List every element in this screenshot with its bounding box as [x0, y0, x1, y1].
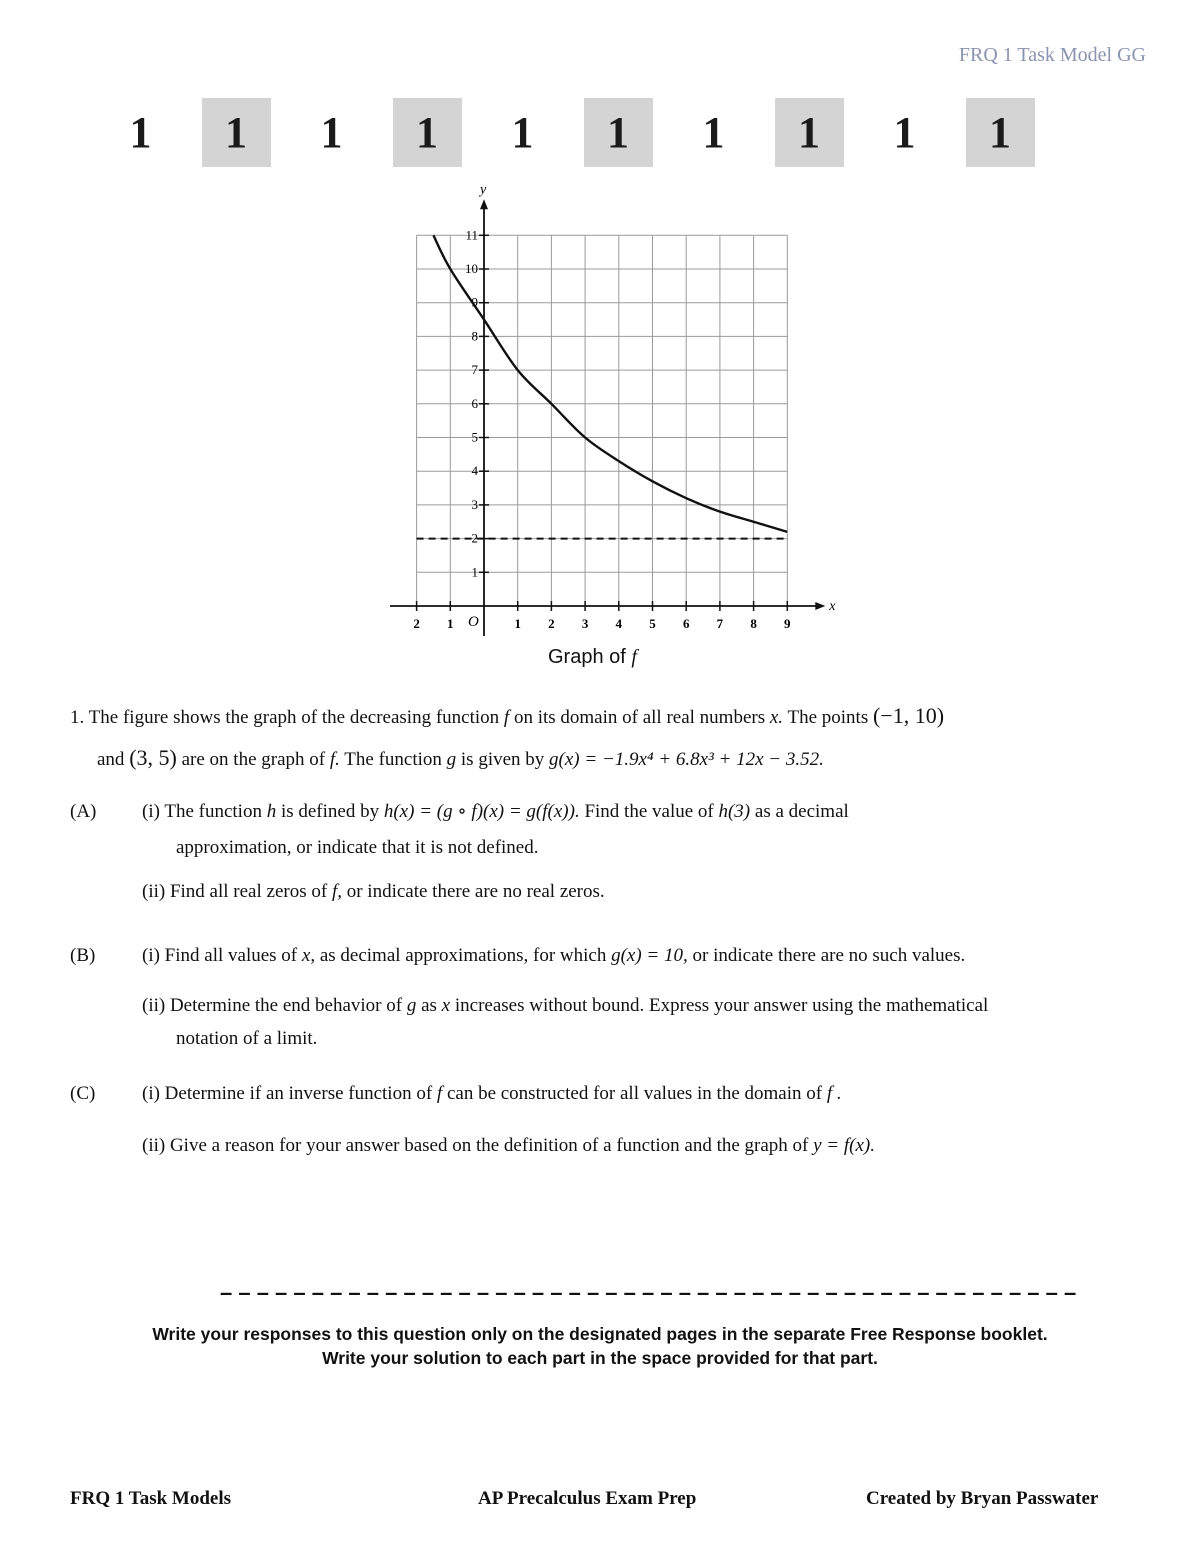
part-c-i — [142, 1082, 842, 1107]
x-tick-label: 8 — [750, 616, 757, 631]
instructions-line-2: Write your solution to each part in the space provided for that part. — [322, 1348, 878, 1368]
part-b-ii-line-2: notation of a limit. — [176, 1028, 318, 1049]
graph-ticks — [413, 227, 791, 631]
question-number-box: 1 — [584, 98, 653, 167]
stem-text: and — [97, 749, 125, 770]
question-number-box: 1 — [702, 108, 725, 157]
graph-caption — [548, 646, 637, 669]
graph-grid — [417, 235, 788, 606]
stem-math: f. — [329, 749, 340, 770]
part-c-ii — [142, 1134, 875, 1159]
y-axis-arrow — [480, 199, 488, 209]
y-tick-label: 5 — [471, 429, 478, 445]
part-b-label: (B) — [70, 945, 96, 966]
question-stem-line-2 — [97, 744, 824, 773]
question-stem-line-1 — [70, 702, 944, 731]
stem-text: are on the graph of — [181, 749, 326, 770]
part-math: f . — [826, 1083, 842, 1104]
x-tick-label: 6 — [682, 616, 690, 631]
part-a-ii — [142, 880, 605, 905]
part-math: h(3) — [718, 801, 751, 822]
part-math: f, — [331, 881, 342, 902]
x-tick-label: 1 — [514, 616, 521, 631]
x-axis-arrow — [815, 602, 825, 610]
part-text: can be constructed for all values in the domain of — [446, 1083, 823, 1104]
part-math: x — [441, 995, 451, 1016]
y-tick-label: 2 — [471, 530, 478, 546]
x-axis-label: x — [829, 599, 836, 614]
part-math: g(x) = 10, — [611, 945, 688, 966]
stem-text: on its domain of all real numbers — [513, 707, 766, 728]
stem-text: The points — [787, 707, 869, 728]
y-tick-label: 6 — [471, 395, 478, 411]
part-text: (i) The function — [142, 801, 262, 822]
x-tick-label: 9 — [784, 616, 791, 631]
x-tick-label: 5 — [649, 616, 656, 631]
part-c-label: (C) — [70, 1083, 96, 1104]
part-math: x, — [301, 945, 316, 966]
part-math: f — [436, 1083, 443, 1104]
question-number-box: 1 — [893, 108, 916, 157]
part-text: (ii) Give a reason for your answer based on the definition of a function and the graph of — [142, 1135, 809, 1156]
footer-center: AP Precalculus Exam Prep — [478, 1488, 697, 1509]
stem-math: g — [446, 749, 457, 770]
part-a-label: (A) — [70, 801, 97, 822]
part-math: y = f(x). — [813, 1135, 875, 1156]
y-tick-label: 1 — [471, 564, 478, 580]
x-tick-label: 3 — [581, 616, 589, 631]
part-text: (ii) Find all real zeros of — [142, 881, 328, 902]
h-definition: h(x) = (g ∘ f)(x) = g(f(x)). — [383, 801, 580, 822]
part-text: is defined by — [280, 801, 380, 822]
x-tick-label: 4 — [615, 616, 623, 631]
point-1: (−1, 10) — [872, 703, 945, 728]
graph-axes — [390, 199, 825, 636]
question-number-strip — [106, 98, 1061, 167]
y-tick-label: 7 — [471, 362, 478, 378]
part-text: increases without bound. Express your answer using the mathematical — [454, 995, 989, 1016]
part-math: g — [406, 995, 417, 1016]
y-axis-label: y — [480, 186, 487, 198]
part-text: as a decimal — [754, 801, 849, 822]
part-a-i — [142, 800, 849, 825]
part-text: as decimal approximations, for which — [319, 945, 607, 966]
x-tick-label: 2 — [548, 616, 555, 631]
y-tick-label: 8 — [471, 328, 478, 344]
part-b-ii — [142, 994, 988, 1019]
stem-text: is given by — [460, 749, 545, 770]
part-a-i-line-2: approximation, or indicate that it is not defined. — [176, 837, 539, 858]
question-number-box: 1 — [202, 98, 271, 167]
x-tick-label: 1 — [447, 616, 454, 631]
stem-math: f — [503, 707, 510, 728]
question-number: 1. — [70, 707, 85, 728]
y-tick-label: 3 — [471, 496, 478, 512]
part-text: (ii) Determine the end behavior of — [142, 995, 403, 1016]
x-tick-label: 2 — [413, 616, 420, 631]
question-number-box: 1 — [775, 98, 844, 167]
footer-right: Created by Bryan Passwater — [866, 1488, 1099, 1509]
g-definition: g(x) = −1.9x⁴ + 6.8x³ + 12x − 3.52. — [549, 749, 824, 770]
point-2: (3, 5) — [129, 745, 177, 770]
origin-label: O — [468, 614, 479, 630]
question-number-box: 1 — [393, 98, 462, 167]
graph-curve — [433, 235, 787, 532]
footer-left: FRQ 1 Task Models — [70, 1488, 232, 1509]
stem-text: The function — [344, 749, 442, 770]
part-text: (i) Determine if an inverse function of — [142, 1083, 433, 1104]
instructions-line-1: Write your responses to this question only on the designated pages in the separate Free Response booklet. — [152, 1324, 1048, 1344]
task-model-label: FRQ 1 Task Model GG — [958, 44, 1146, 66]
part-math: h — [266, 801, 277, 822]
graph-caption-prefix: Graph of — [548, 646, 632, 668]
section-divider: – – – – – – – – – – – – – – – – – – – – – – – – – – – – – – – – – – – – – – – – – – – – – – – — [220, 1280, 1077, 1305]
question-number-box: 1 — [129, 108, 152, 157]
graph-of-f — [380, 186, 850, 641]
question-number-box: 1 — [320, 108, 343, 157]
y-tick-label: 10 — [465, 261, 478, 276]
part-text: as — [421, 995, 437, 1016]
question-number-box: 1 — [511, 108, 534, 157]
x-tick-label: 7 — [716, 616, 724, 631]
part-text: or indicate there are no such values. — [692, 945, 966, 966]
part-b-i — [142, 944, 965, 969]
y-tick-label: 9 — [471, 294, 478, 310]
part-text: (i) Find all values of — [142, 945, 298, 966]
y-tick-label: 4 — [471, 463, 478, 479]
part-text: or indicate there are no real zeros. — [346, 881, 605, 902]
stem-text: The figure shows the graph of the decreasing function — [88, 707, 500, 728]
graph-caption-var: f — [631, 646, 637, 668]
part-text: Find the value of — [584, 801, 714, 822]
question-number-box: 1 — [966, 98, 1035, 167]
y-tick-label: 11 — [465, 227, 478, 243]
stem-math: x. — [769, 707, 784, 728]
